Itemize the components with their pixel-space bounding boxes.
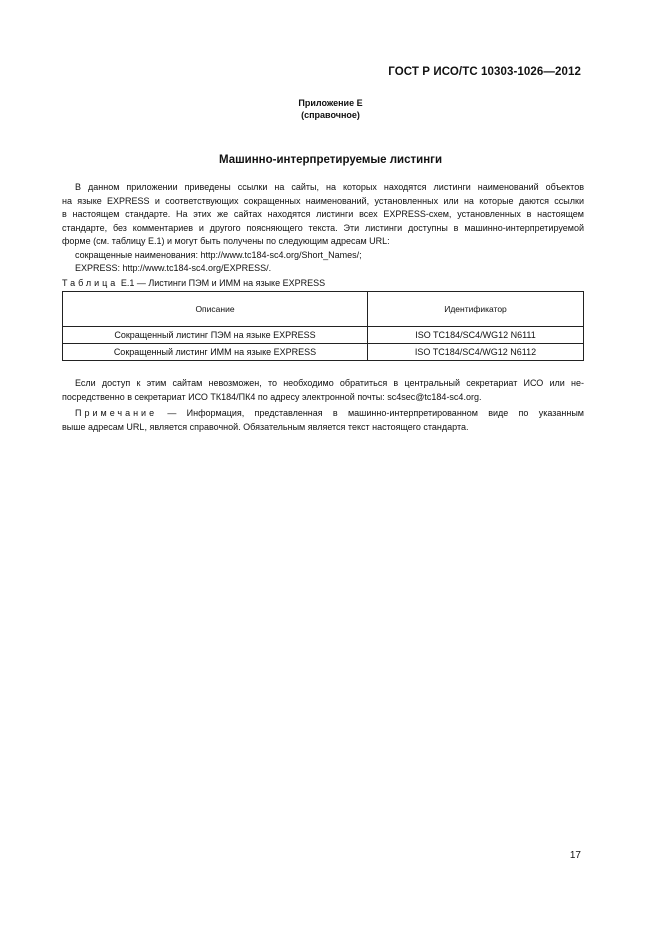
intro-line: В данном приложении приведены ссылки на сайты, на которых находятся листинги наименований объектов (75, 182, 584, 192)
column-header-identifier: Идентификатор (368, 292, 584, 327)
note-text: — Информация, представленная в машинно-интерпретированном виде по указанным (167, 408, 584, 418)
note-line (62, 407, 584, 421)
intro-line: на языке EXPRESS и соответствующих сокращенных наименований, установленных или на которые даются ссылки (62, 195, 584, 206)
note-paragraph (62, 407, 584, 434)
express-url-line: EXPRESS: http://www.tc184-sc4.org/EXPRESS/. (75, 263, 272, 273)
table-row (63, 344, 584, 361)
short-names-url-line: сокращенные наименования: http://www.tc184-sc4.org/Short_Names/; (75, 249, 362, 260)
table-caption-text: Е.1 — Листинги ПЭМ и ИММ на языке EXPRESS (120, 278, 326, 288)
appendix-subtitle: (справочное) (301, 110, 360, 120)
access-line: Если доступ к этим сайтам невозможен, то необходимо обратиться в центральный секретариат ИСО или не- (75, 378, 584, 388)
table-row (63, 327, 584, 344)
listings-table (62, 291, 584, 361)
table-cell-identifier: ISO TC184/SC4/WG12 N6111 (368, 327, 584, 344)
section-heading: Машинно-интерпретируемые листинги (218, 154, 443, 166)
table-cell-identifier: ISO TC184/SC4/WG12 N6112 (368, 344, 584, 361)
table-caption-prefix: Таблица (62, 278, 119, 288)
appendix-title: Приложение Е (298, 98, 363, 108)
intro-line: в настоящем стандарте. На этих же сайтах находятся листинги всех EXPRESS-схем, установленных в настоящем (62, 209, 584, 219)
intro-line: форме (см. таблицу Е.1) и могут быть получены по следующим адресам URL: (62, 236, 390, 246)
access-paragraph (62, 377, 584, 404)
table-header-row (63, 292, 584, 327)
table-cell-description: Сокращенный листинг ИММ на языке EXPRESS (63, 344, 368, 361)
table-caption (62, 278, 325, 288)
access-line: посредственно в секретариат ИСО ТК184/ПК4 по адресу электронной почты: sc4sec@tc184-sc4.org. (62, 391, 482, 402)
standard-code: ГОСТ Р ИСО/ТС 10303-1026—2012 (388, 66, 581, 78)
intro-paragraph (62, 181, 584, 276)
page-number: 17 (569, 850, 581, 861)
table-cell-description: Сокращенный листинг ПЭМ на языке EXPRESS (63, 327, 368, 344)
note-label: Примечание (75, 408, 158, 418)
intro-line: стандарте, без комментариев и другого поясняющего текста. Эти листинги доступны в машинно-интерпретируемой (62, 222, 584, 233)
note-line: выше адресам URL, является справочной. Обязательным является текст настоящего стандарта. (62, 421, 469, 432)
column-header-description: Описание (63, 292, 368, 327)
